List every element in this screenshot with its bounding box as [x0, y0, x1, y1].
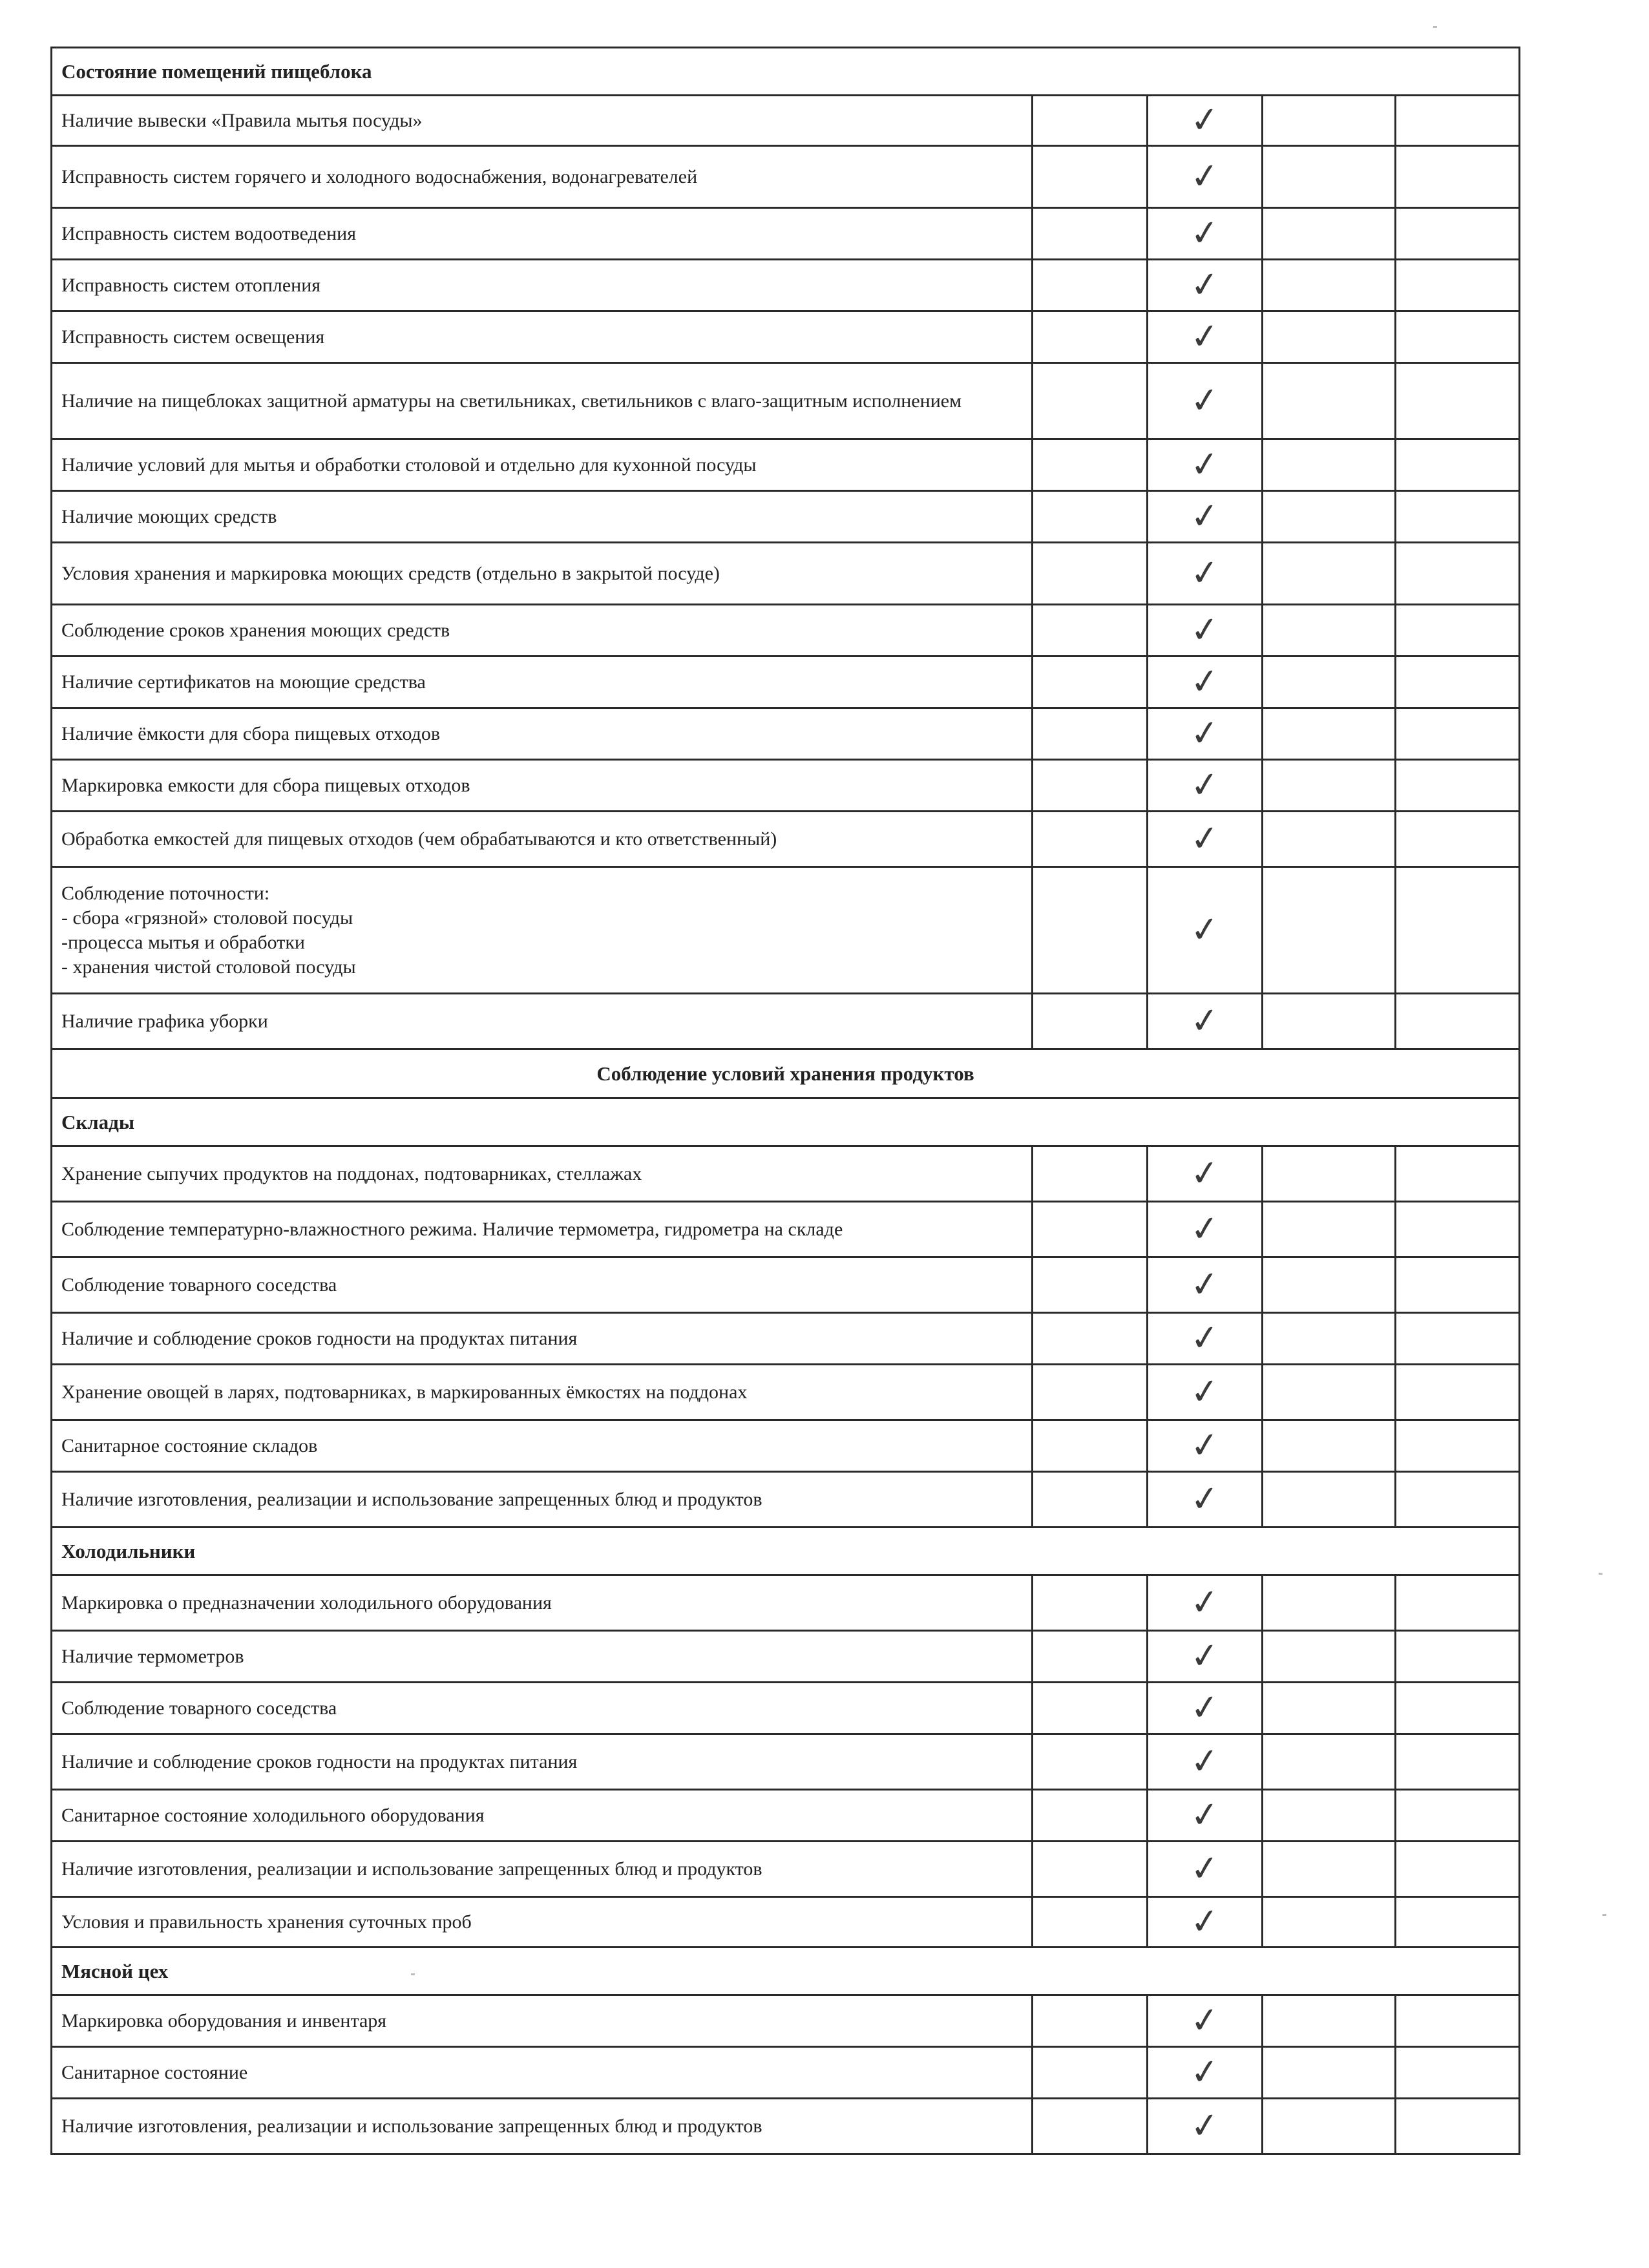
column-d-cell: [1396, 1734, 1520, 1790]
column-c-cell: [1263, 1734, 1396, 1790]
column-d-cell: [1396, 994, 1520, 1049]
scan-speck: [1433, 26, 1437, 28]
column-c-cell: [1263, 1995, 1396, 2047]
column-a-cell: [1033, 1575, 1148, 1631]
checklist-row: [52, 1842, 1520, 1897]
column-c-cell: [1263, 1575, 1396, 1631]
checklist-row: [52, 1202, 1520, 1257]
criterion-text: Исправность систем водоотведения: [52, 208, 1033, 260]
checklist-row: [52, 260, 1520, 311]
column-c-cell: [1263, 1313, 1396, 1365]
column-a-cell: [1033, 708, 1148, 760]
section-title: Склады: [52, 1098, 1520, 1146]
column-d-cell: [1396, 1257, 1520, 1313]
column-d-cell: [1396, 1202, 1520, 1257]
compliance-cell: [1148, 1734, 1263, 1790]
checkmark-icon: ✓: [1188, 154, 1222, 198]
compliance-cell: [1148, 2099, 1263, 2154]
criterion-text: Наличие изготовления, реализации и использование запрещенных блюд и продуктов: [52, 1472, 1033, 1528]
checkmark-icon: ✓: [1188, 378, 1222, 423]
column-a-cell: [1033, 1995, 1148, 2047]
column-a-cell: [1033, 363, 1148, 439]
criterion-text: Маркировка емкости для сбора пищевых отходов: [52, 760, 1033, 812]
column-d-cell: [1396, 812, 1520, 867]
column-c-cell: [1263, 1257, 1396, 1313]
column-d-cell: [1396, 2047, 1520, 2099]
column-c-cell: [1263, 605, 1396, 656]
column-c-cell: [1263, 1146, 1396, 1202]
criterion-text: Соблюдение температурно-влажностного режима. Наличие термометра, гидрометра на складе: [52, 1202, 1033, 1257]
column-d-cell: [1396, 708, 1520, 760]
section-header-row: [52, 1528, 1520, 1575]
column-a-cell: [1033, 1897, 1148, 1948]
compliance-cell: [1148, 96, 1263, 146]
checkmark-icon: ✓: [1188, 1739, 1222, 1783]
checklist-body: [52, 48, 1520, 2154]
column-d-cell: [1396, 867, 1520, 994]
section-title: Мясной цех: [52, 1948, 1520, 1995]
criterion-text: Исправность систем освещения: [52, 311, 1033, 363]
criterion-text: Соблюдение товарного соседства: [52, 1257, 1033, 1313]
column-a-cell: [1033, 994, 1148, 1049]
column-c-cell: [1263, 96, 1396, 146]
compliance-cell: [1148, 656, 1263, 708]
column-d-cell: [1396, 146, 1520, 208]
checkmark-icon: ✓: [1188, 1685, 1222, 1730]
column-a-cell: [1033, 311, 1148, 363]
checkmark-icon: ✓: [1188, 2050, 1222, 2094]
checkmark-icon: ✓: [1188, 262, 1222, 307]
column-c-cell: [1263, 363, 1396, 439]
column-d-cell: [1396, 491, 1520, 543]
checklist-row: [52, 760, 1520, 812]
compliance-cell: [1148, 2047, 1263, 2099]
checkmark-icon: ✓: [1188, 1633, 1222, 1678]
section-header-row: [52, 1049, 1520, 1098]
column-d-cell: [1396, 1790, 1520, 1842]
column-a-cell: [1033, 1734, 1148, 1790]
checklist-row: [52, 311, 1520, 363]
column-c-cell: [1263, 1420, 1396, 1472]
column-d-cell: [1396, 1365, 1520, 1420]
column-c-cell: [1263, 1897, 1396, 1948]
compliance-cell: [1148, 1313, 1263, 1365]
criterion-text: Маркировка о предназначении холодильного оборудования: [52, 1575, 1033, 1631]
criterion-text: Условия хранения и маркировка моющих средств (отдельно в закрытой посуде): [52, 543, 1033, 605]
column-a-cell: [1033, 1365, 1148, 1420]
criterion-text: Санитарное состояние: [52, 2047, 1033, 2099]
compliance-cell: [1148, 1420, 1263, 1472]
column-c-cell: [1263, 491, 1396, 543]
checkmark-icon: ✓: [1188, 711, 1222, 755]
column-a-cell: [1033, 2047, 1148, 2099]
checklist-row: [52, 491, 1520, 543]
checklist-row: [52, 1365, 1520, 1420]
compliance-cell: [1148, 812, 1263, 867]
column-c-cell: [1263, 1365, 1396, 1420]
checkmark-icon: ✓: [1188, 998, 1222, 1043]
compliance-cell: [1148, 1897, 1263, 1948]
column-c-cell: [1263, 543, 1396, 605]
criterion-text: Соблюдение сроков хранения моющих средств: [52, 605, 1033, 656]
column-a-cell: [1033, 867, 1148, 994]
column-c-cell: [1263, 260, 1396, 311]
checklist-row: [52, 1472, 1520, 1528]
column-d-cell: [1396, 2099, 1520, 2154]
column-c-cell: [1263, 867, 1396, 994]
column-a-cell: [1033, 1257, 1148, 1313]
column-a-cell: [1033, 1202, 1148, 1257]
compliance-cell: [1148, 1202, 1263, 1257]
checkmark-icon: ✓: [1188, 762, 1222, 807]
section-title: Соблюдение условий хранения продуктов: [52, 1049, 1520, 1098]
criterion-text: Хранение сыпучих продуктов на поддонах, подтоварниках, стеллажах: [52, 1146, 1033, 1202]
criterion-text: Обработка емкостей для пищевых отходов (чем обрабатываются и кто ответственный): [52, 812, 1033, 867]
criterion-text: Условия и правильность хранения суточных проб: [52, 1897, 1033, 1948]
section-title: Состояние помещений пищеблока: [52, 48, 1520, 96]
column-d-cell: [1396, 1575, 1520, 1631]
column-c-cell: [1263, 1790, 1396, 1842]
checkmark-icon: ✓: [1188, 314, 1222, 359]
criterion-text: Маркировка оборудования и инвентаря: [52, 1995, 1033, 2047]
checklist-row: [52, 994, 1520, 1049]
column-c-cell: [1263, 146, 1396, 208]
checklist-row: [52, 1790, 1520, 1842]
criterion-text: Наличие на пищеблоках защитной арматуры на светильниках, светильников с влаго-защитным исполнением: [52, 363, 1033, 439]
column-d-cell: [1396, 208, 1520, 260]
checklist-row: [52, 439, 1520, 491]
criterion-text: Соблюдение товарного соседства: [52, 1683, 1033, 1734]
section-title: Холодильники: [52, 1528, 1520, 1575]
compliance-cell: [1148, 1575, 1263, 1631]
column-d-cell: [1396, 1420, 1520, 1472]
column-d-cell: [1396, 1842, 1520, 1897]
scan-speck: [1599, 1573, 1602, 1575]
checkmark-icon: ✓: [1188, 1262, 1222, 1307]
compliance-cell: [1148, 208, 1263, 260]
criterion-text: Наличие термометров: [52, 1631, 1033, 1683]
criterion-text: Хранение овощей в ларях, подтоварниках, в маркированных ёмкостях на поддонах: [52, 1365, 1033, 1420]
column-a-cell: [1033, 1472, 1148, 1528]
checklist-row: [52, 605, 1520, 656]
criterion-text: Наличие условий для мытья и обработки столовой и отдельно для кухонной посуды: [52, 439, 1033, 491]
criterion-text: Наличие графика уборки: [52, 994, 1033, 1049]
column-d-cell: [1396, 311, 1520, 363]
checklist-row: [52, 1257, 1520, 1313]
checkmark-icon: ✓: [1188, 98, 1222, 142]
column-a-cell: [1033, 1146, 1148, 1202]
checkmark-icon: ✓: [1188, 1998, 1222, 2042]
column-a-cell: [1033, 1631, 1148, 1683]
column-d-cell: [1396, 1897, 1520, 1948]
compliance-cell: [1148, 1842, 1263, 1897]
column-d-cell: [1396, 1146, 1520, 1202]
column-a-cell: [1033, 605, 1148, 656]
checklist-row: [52, 812, 1520, 867]
compliance-cell: [1148, 1472, 1263, 1528]
scan-speck: [1602, 1914, 1606, 1916]
checklist-row: [52, 208, 1520, 260]
column-d-cell: [1396, 96, 1520, 146]
compliance-cell: [1148, 1790, 1263, 1842]
checkmark-icon: ✓: [1188, 659, 1222, 704]
compliance-cell: [1148, 1683, 1263, 1734]
compliance-cell: [1148, 605, 1263, 656]
column-c-cell: [1263, 311, 1396, 363]
column-d-cell: [1396, 260, 1520, 311]
checklist-row: [52, 96, 1520, 146]
column-a-cell: [1033, 96, 1148, 146]
inspection-checklist-table: [50, 47, 1520, 2155]
column-a-cell: [1033, 491, 1148, 543]
column-d-cell: [1396, 656, 1520, 708]
checkmark-icon: ✓: [1188, 1899, 1222, 1944]
column-a-cell: [1033, 543, 1148, 605]
criterion-text: Наличие изготовления, реализации и использование запрещенных блюд и продуктов: [52, 1842, 1033, 1897]
column-a-cell: [1033, 656, 1148, 708]
column-c-cell: [1263, 656, 1396, 708]
criterion-text: Соблюдение поточности: - сбора «грязной» столовой посуды -процесса мытья и обработки - хранения чистой столовой посуды: [52, 867, 1033, 994]
criterion-text: Наличие ёмкости для сбора пищевых отходов: [52, 708, 1033, 760]
checkmark-icon: ✓: [1188, 1206, 1222, 1251]
column-a-cell: [1033, 208, 1148, 260]
compliance-cell: [1148, 708, 1263, 760]
column-c-cell: [1263, 760, 1396, 812]
compliance-cell: [1148, 146, 1263, 208]
criterion-text: Наличие и соблюдение сроков годности на продуктах питания: [52, 1734, 1033, 1790]
checkmark-icon: ✓: [1188, 1369, 1222, 1414]
checklist-row: [52, 1146, 1520, 1202]
column-d-cell: [1396, 1313, 1520, 1365]
column-a-cell: [1033, 1420, 1148, 1472]
checkmark-icon: ✓: [1188, 211, 1222, 255]
compliance-cell: [1148, 1257, 1263, 1313]
section-header-row: [52, 1948, 1520, 1995]
column-c-cell: [1263, 439, 1396, 491]
criterion-text: Исправность систем горячего и холодного водоснабжения, водонагревателей: [52, 146, 1033, 208]
column-d-cell: [1396, 1683, 1520, 1734]
criterion-text: Наличие и соблюдение сроков годности на продуктах питания: [52, 1313, 1033, 1365]
column-c-cell: [1263, 208, 1396, 260]
checklist-row: [52, 2099, 1520, 2154]
checklist-row: [52, 1420, 1520, 1472]
criterion-text: Наличие сертификатов на моющие средства: [52, 656, 1033, 708]
compliance-cell: [1148, 1146, 1263, 1202]
column-a-cell: [1033, 812, 1148, 867]
column-d-cell: [1396, 760, 1520, 812]
checkmark-icon: ✓: [1188, 1151, 1222, 1195]
column-d-cell: [1396, 1472, 1520, 1528]
checklist-row: [52, 656, 1520, 708]
column-c-cell: [1263, 1842, 1396, 1897]
column-a-cell: [1033, 2099, 1148, 2154]
compliance-cell: [1148, 1365, 1263, 1420]
checklist-row: [52, 1683, 1520, 1734]
checkmark-icon: ✓: [1188, 551, 1222, 595]
column-c-cell: [1263, 812, 1396, 867]
checkmark-icon: ✓: [1188, 1846, 1222, 1891]
checkmark-icon: ✓: [1188, 442, 1222, 487]
compliance-cell: [1148, 260, 1263, 311]
criterion-text: Санитарное состояние складов: [52, 1420, 1033, 1472]
checkmark-icon: ✓: [1188, 816, 1222, 861]
column-d-cell: [1396, 1995, 1520, 2047]
checkmark-icon: ✓: [1188, 1476, 1222, 1521]
criterion-text: Наличие вывески «Правила мытья посуды»: [52, 96, 1033, 146]
checkmark-icon: ✓: [1188, 1423, 1222, 1467]
compliance-cell: [1148, 994, 1263, 1049]
checkmark-icon: ✓: [1188, 2103, 1222, 2148]
criterion-text: Наличие моющих средств: [52, 491, 1033, 543]
checklist-row: [52, 1313, 1520, 1365]
column-a-cell: [1033, 1790, 1148, 1842]
column-c-cell: [1263, 2099, 1396, 2154]
column-a-cell: [1033, 760, 1148, 812]
column-d-cell: [1396, 605, 1520, 656]
column-d-cell: [1396, 439, 1520, 491]
column-c-cell: [1263, 2047, 1396, 2099]
section-header-row: [52, 48, 1520, 96]
column-d-cell: [1396, 1631, 1520, 1683]
column-c-cell: [1263, 1472, 1396, 1528]
section-header-row: [52, 1098, 1520, 1146]
checklist-row: [52, 1995, 1520, 2047]
checkmark-icon: ✓: [1188, 494, 1222, 538]
checklist-row: [52, 867, 1520, 994]
column-c-cell: [1263, 708, 1396, 760]
checklist-row: [52, 146, 1520, 208]
checklist-row: [52, 1575, 1520, 1631]
checklist-row: [52, 708, 1520, 760]
compliance-cell: [1148, 867, 1263, 994]
criterion-text: Наличие изготовления, реализации и использование запрещенных блюд и продуктов: [52, 2099, 1033, 2154]
checklist-row: [52, 1734, 1520, 1790]
column-c-cell: [1263, 994, 1396, 1049]
column-a-cell: [1033, 1842, 1148, 1897]
column-a-cell: [1033, 1683, 1148, 1734]
checkmark-icon: ✓: [1188, 1580, 1222, 1624]
column-c-cell: [1263, 1202, 1396, 1257]
criterion-text: Исправность систем отопления: [52, 260, 1033, 311]
compliance-cell: [1148, 1995, 1263, 2047]
column-c-cell: [1263, 1631, 1396, 1683]
column-a-cell: [1033, 146, 1148, 208]
checklist-row: [52, 1631, 1520, 1683]
compliance-cell: [1148, 760, 1263, 812]
compliance-cell: [1148, 363, 1263, 439]
scan-speck: [411, 1973, 415, 1975]
checklist-row: [52, 2047, 1520, 2099]
column-c-cell: [1263, 1683, 1396, 1734]
column-d-cell: [1396, 363, 1520, 439]
checkmark-icon: ✓: [1188, 1316, 1222, 1360]
checklist-row: [52, 1897, 1520, 1948]
column-a-cell: [1033, 260, 1148, 311]
compliance-cell: [1148, 311, 1263, 363]
checkmark-icon: ✓: [1188, 607, 1222, 652]
column-d-cell: [1396, 543, 1520, 605]
compliance-cell: [1148, 439, 1263, 491]
criterion-text: Санитарное состояние холодильного оборудования: [52, 1790, 1033, 1842]
column-a-cell: [1033, 1313, 1148, 1365]
compliance-cell: [1148, 491, 1263, 543]
checkmark-icon: ✓: [1188, 907, 1222, 952]
checklist-row: [52, 543, 1520, 605]
compliance-cell: [1148, 543, 1263, 605]
column-a-cell: [1033, 439, 1148, 491]
checkmark-icon: ✓: [1188, 1792, 1222, 1837]
compliance-cell: [1148, 1631, 1263, 1683]
checklist-row: [52, 363, 1520, 439]
